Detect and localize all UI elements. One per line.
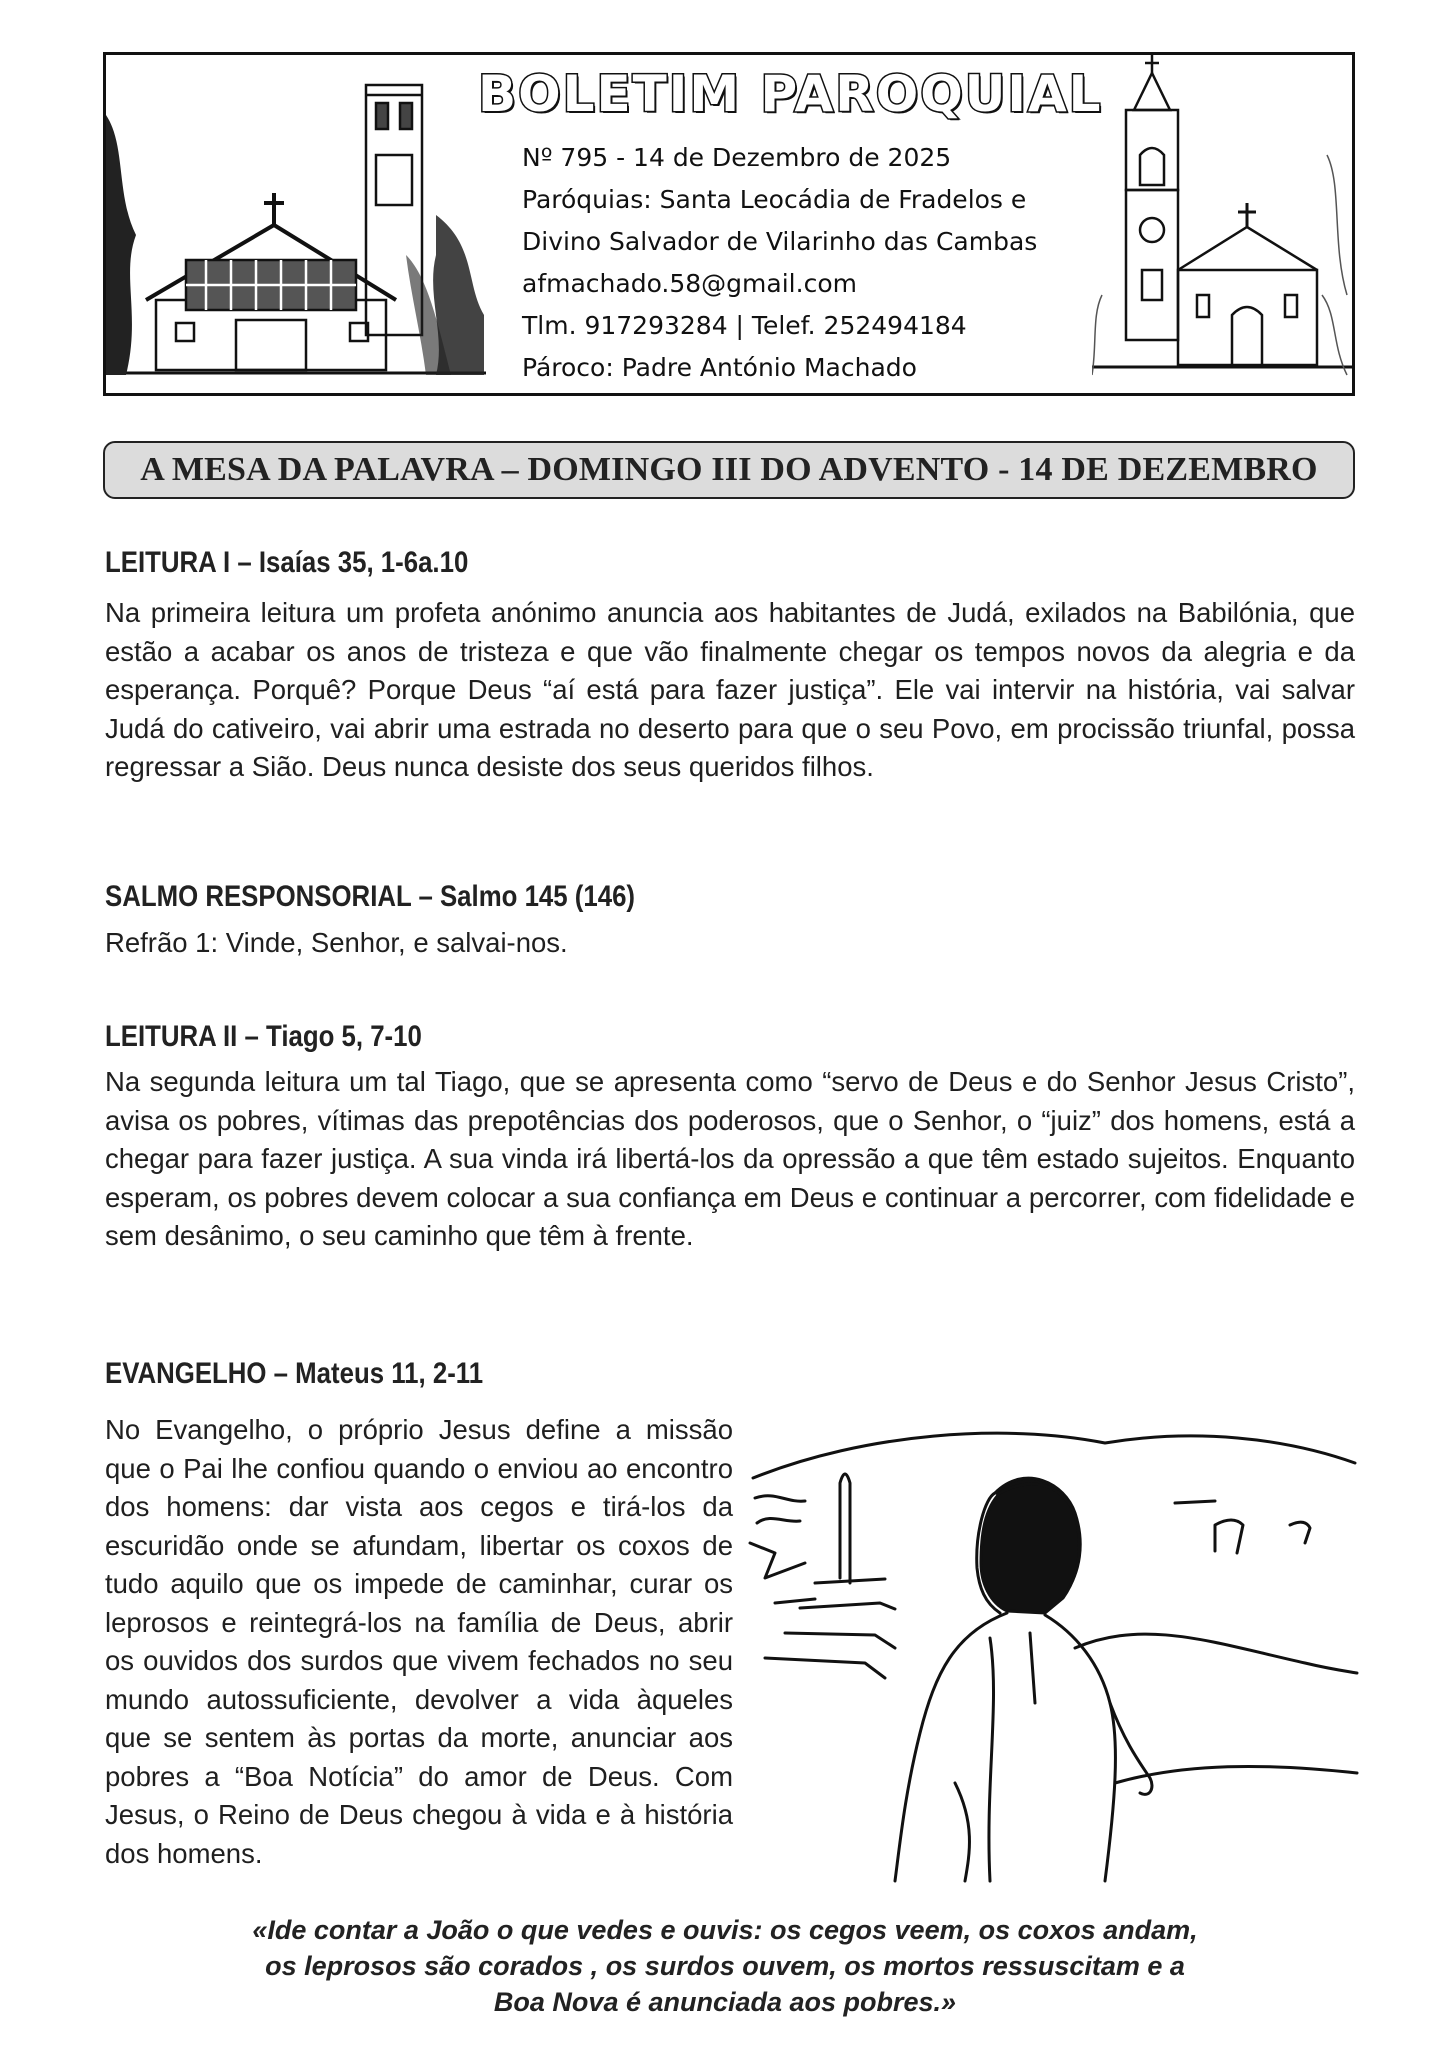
gospel-text: No Evangelho, o próprio Jesus define a missão que o Pai lhe confiou quando o enviou ao encontro dos homens: dar vista aos cegos e tirá-los da escuridão onde se afundam, libertar os coxos de tudo aquilo que os impede de caminhar, curar os leprosos e reintegrá-los na família de Deus, abrir os ouvidos dos surdos que vivem fechados no seu mundo autossuficiente, devolver a vida àqueles que se sentem às portas da morte, anunciar aos pobres a “Boa Notícia” do amor de Deus. Com Jesus, o Reino de Deus chegou à vida e à história dos homens. [105, 1414, 733, 1869]
gospel-heading: EVANGELHO – Mateus 11, 2-11 [105, 1357, 484, 1390]
section-banner: A MESA DA PALAVRA – DOMINGO III DO ADVENTO - 14 DE DEZEMBRO [103, 441, 1355, 499]
quote-line-3: Boa Nova é anunciada aos pobres.» [493, 1987, 957, 2017]
phone-numbers: Tlm. 917293284 | Telef. 252494184 [522, 311, 967, 340]
quote-line-2: os leprosos são corados , os surdos ouvem, os mortos ressuscitam e a [265, 1951, 1185, 1981]
parishes-line-2: Divino Salvador de Vilarinho das Cambas [522, 227, 1038, 256]
parishes-line-1: Paróquias: Santa Leocádia de Fradelos e [522, 185, 1027, 214]
reading-1-text: Na primeira leitura um profeta anónimo anuncia aos habitantes de Judá, exilados na Babilónia, que estão a acabar os anos de tristeza e que vão finalmente chegar os tempos novos da alegria e da esperança. Porquê? Porque Deus “aí está para fazer justiça”. Ele vai intervir na história, vai salvar Judá do cativeiro, vai abrir uma estrada no deserto para que o seu Povo, em procissão triunfal, possa regressar a Sião. Deus nunca desiste dos seus queridos filhos. [105, 597, 1355, 782]
jesus-landscape-illustration [745, 1403, 1360, 1883]
gospel-quote [200, 1912, 1250, 2020]
left-church-illustration [106, 55, 486, 393]
bulletin-title: BOLETIM PAROQUIAL [478, 65, 1103, 123]
reading-2-text: Na segunda leitura um tal Tiago, que se apresenta como “servo de Deus e do Senhor Jesus Cristo”, avisa os pobres, vítimas das prepotências dos poderosos, que o Senhor, o “juiz” dos homens, está a chegar para fazer justiça. A sua vinda irá libertá-los da opressão a que têm estado sujeitos. Enquanto esperam, os pobres devem colocar a sua confiança em Deus e continuar a percorrer, com fidelidade e sem desânimo, o seu caminho que têm à frente. [105, 1066, 1355, 1251]
parish-priest: Pároco: Padre António Machado [522, 353, 917, 382]
bulletin-info [522, 137, 1037, 389]
right-church-illustration [1092, 55, 1352, 393]
reading-2-heading: LEITURA II – Tiago 5, 7-10 [105, 1020, 422, 1053]
reading-1-heading: LEITURA I – Isaías 35, 1-6a.10 [105, 546, 469, 579]
bulletin-header [103, 52, 1355, 396]
issue-number: Nº 795 - 14 de Dezembro de 2025 [522, 143, 952, 172]
psalm-heading: SALMO RESPONSORIAL – Salmo 145 (146) [105, 880, 636, 913]
email: afmachado.58@gmail.com [522, 269, 857, 298]
quote-line-1: «Ide contar a João o que vedes e ouvis: os cegos veem, os coxos andam, [252, 1915, 1198, 1945]
psalm-refrain: Refrão 1: Vinde, Senhor, e salvai-nos. [105, 927, 568, 958]
